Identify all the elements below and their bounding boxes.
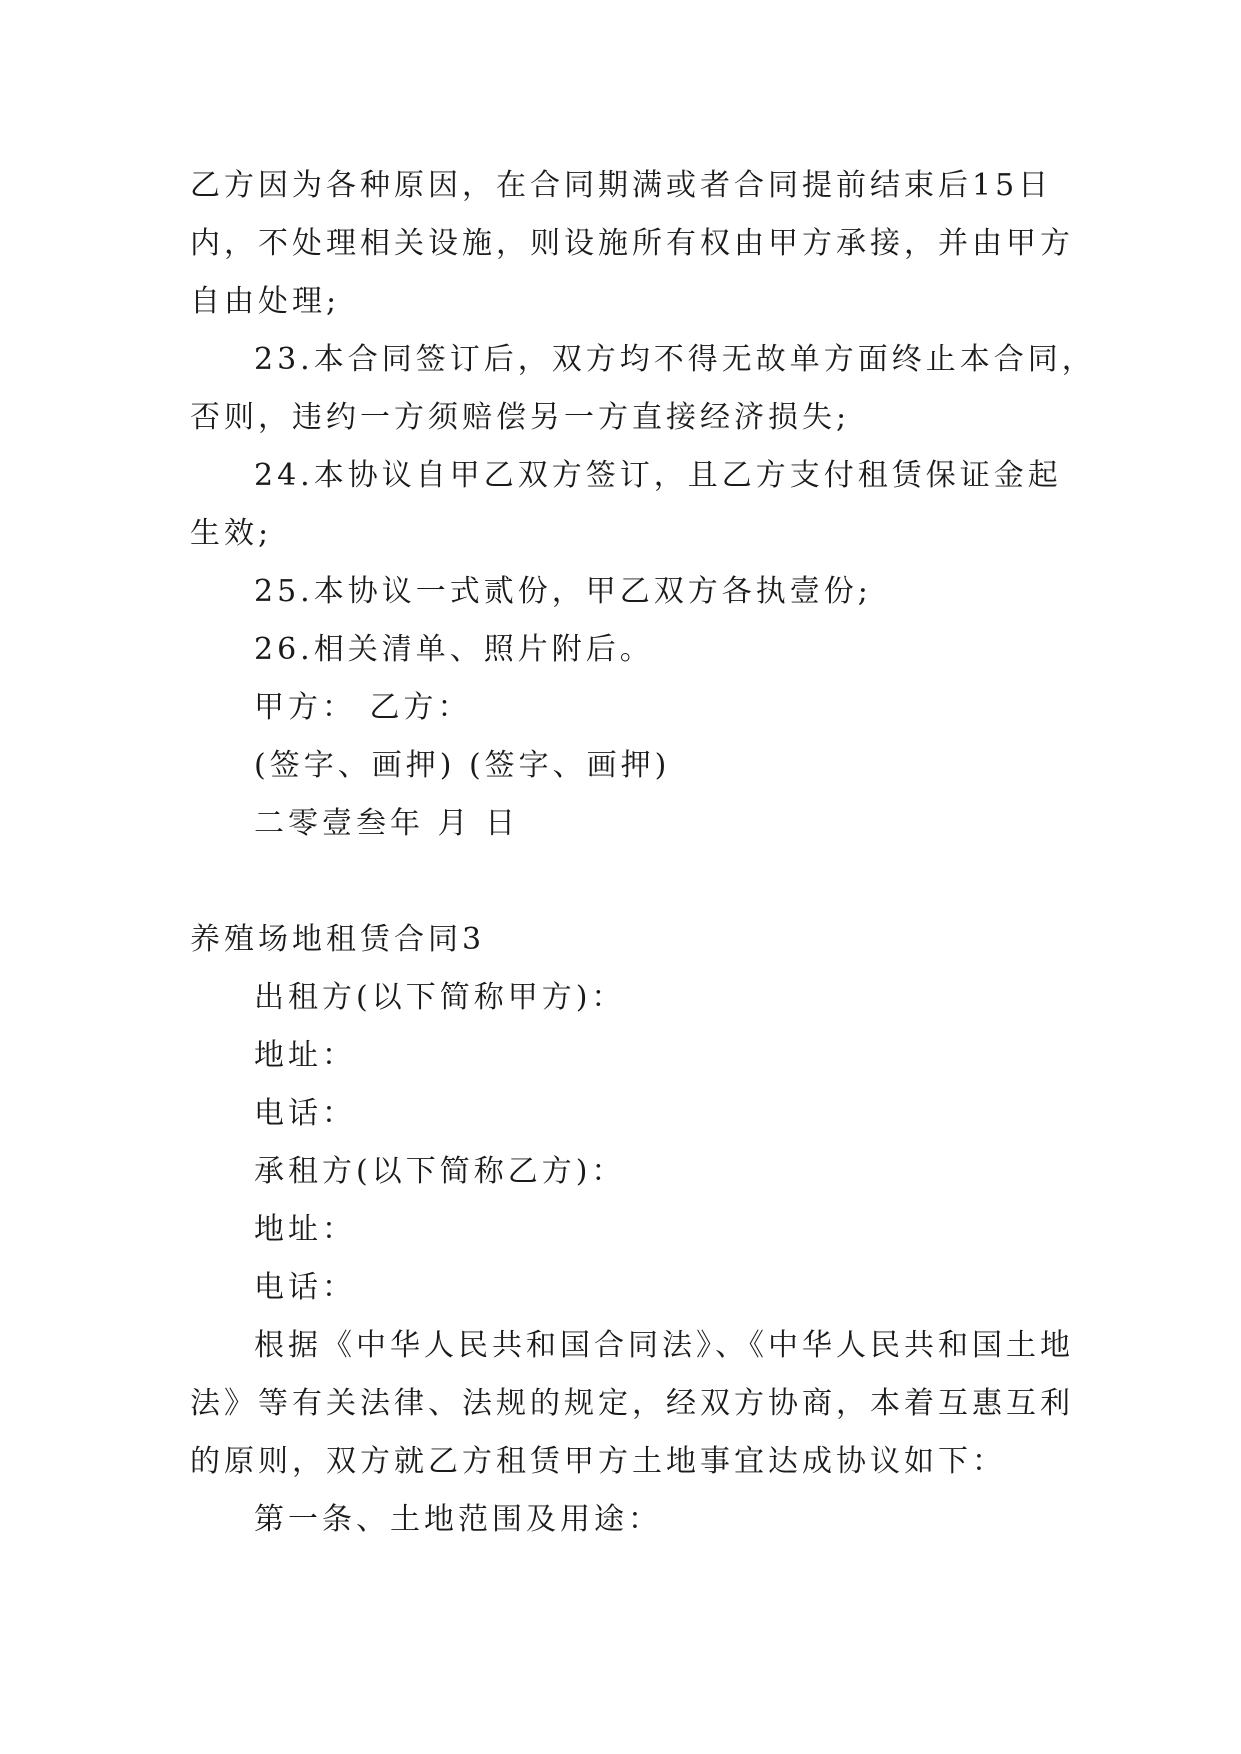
lessee-phone-label: 电话： (254, 1270, 356, 1305)
preamble-line: 法》等有关法律、法规的规定，经双方协商，本着互惠互利 (190, 1386, 1074, 1421)
signature-parties: 甲方： 乙方： (254, 690, 472, 725)
clause-24: 24.本协议自甲乙双方签订，且乙方支付租赁保证金起 (254, 458, 1062, 493)
signature-date: 二零壹叁年 月 日 (254, 806, 520, 841)
clause-25: 25.本协议一式贰份，甲乙双方各执壹份; (254, 574, 872, 609)
signature-note: (签字、画押) (签字、画押) (254, 748, 671, 783)
text-line: 乙方因为各种原因，在合同期满或者合同提前结束后15日 (190, 168, 1053, 203)
text-line: 否则，违约一方须赔偿另一方直接经济损失; (190, 400, 851, 435)
lessee-address-label: 地址： (254, 1212, 356, 1247)
text-line: 内，不处理相关设施，则设施所有权由甲方承接，并由甲方 (190, 226, 1074, 261)
lessee-label: 承租方(以下简称乙方)： (254, 1154, 626, 1189)
clause-26: 26.相关清单、照片附后。 (254, 632, 654, 667)
preamble-line: 根据《中华人民共和国合同法》、《中华人民共和国土地 (254, 1328, 1074, 1363)
article-1-heading: 第一条、土地范围及用途： (254, 1502, 662, 1537)
text-line: 生效; (190, 516, 273, 551)
lessor-address-label: 地址： (254, 1038, 356, 1073)
preamble-line: 的原则，双方就乙方租赁甲方土地事宜达成协议如下： (190, 1444, 1006, 1479)
lessor-label: 出租方(以下简称甲方)： (254, 980, 626, 1015)
lessor-phone-label: 电话： (254, 1096, 356, 1131)
contract-title: 养殖场地租赁合同3 (190, 922, 486, 957)
text-line: 自由处理; (190, 284, 341, 319)
clause-23: 23.本合同签订后，双方均不得无故单方面终止本合同， (254, 342, 1096, 377)
